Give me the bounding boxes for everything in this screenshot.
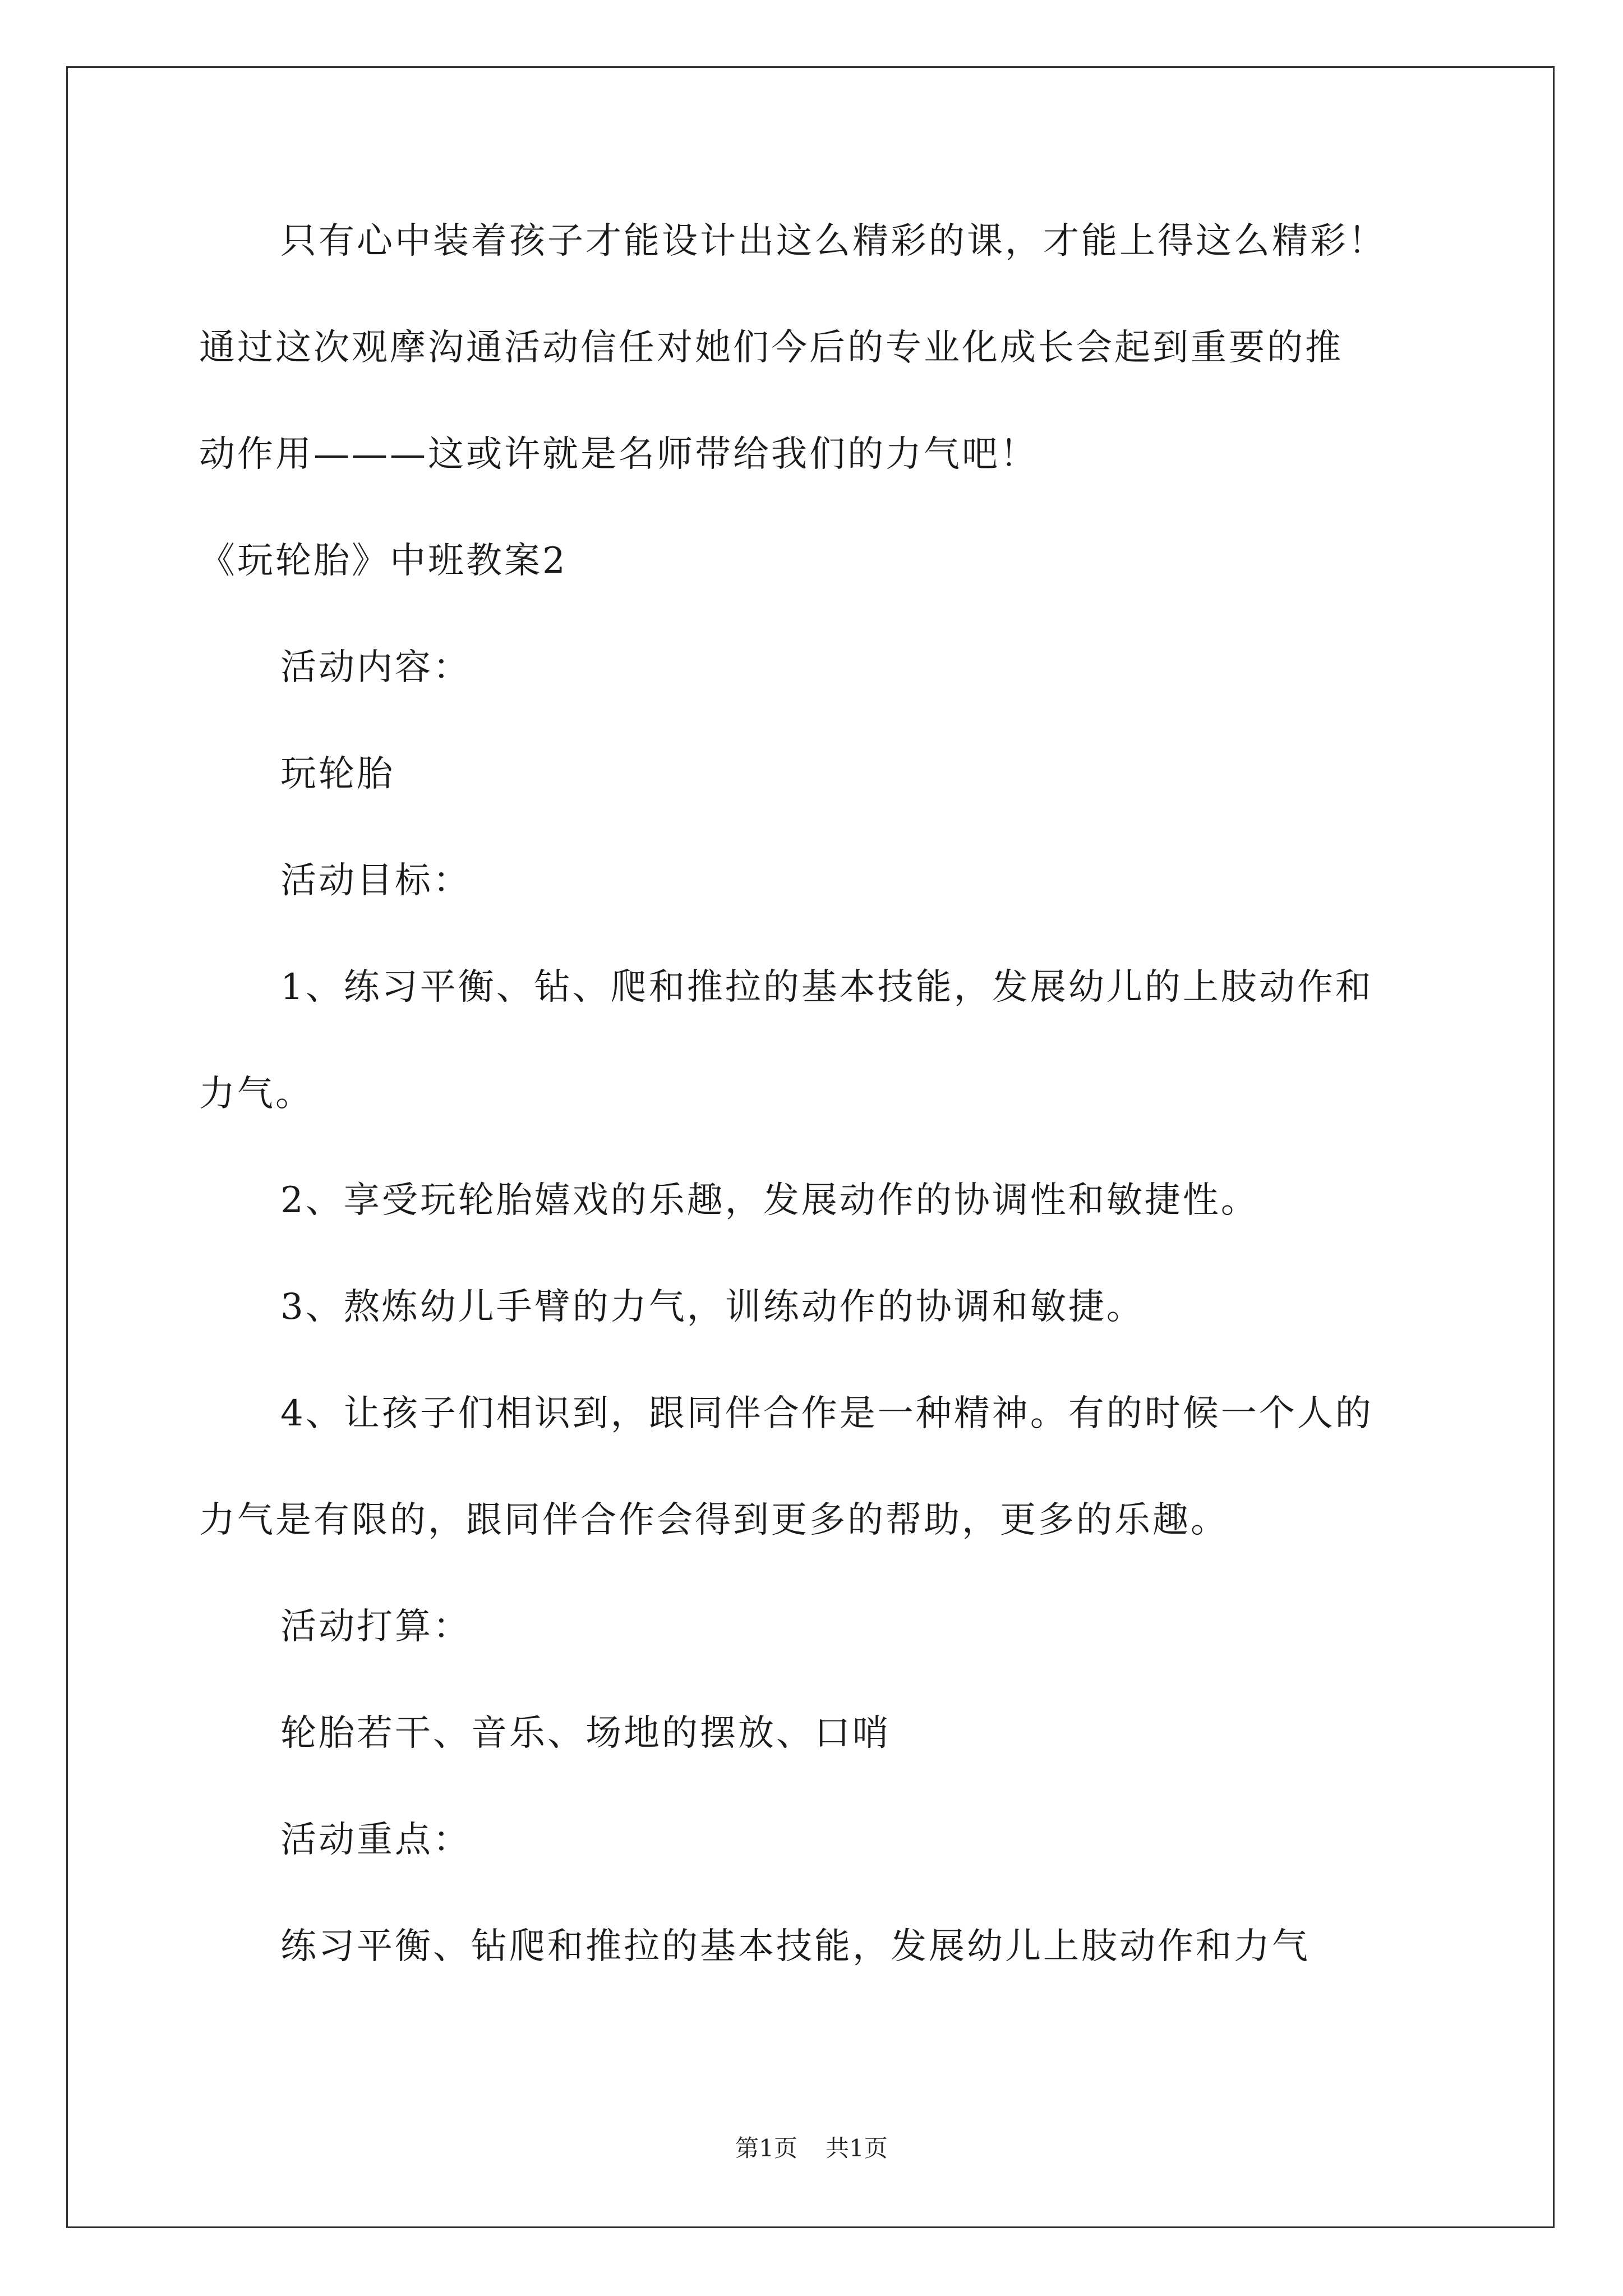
goal-1-line-1: 1、练习平衡、钻、爬和推拉的基本技能，发展幼儿的上肢动作和 <box>280 967 1373 1008</box>
activity-focus-value: 练习平衡、钻爬和推拉的基本技能，发展幼儿上肢动作和力气 <box>280 1926 1310 1967</box>
page-footer <box>0 2132 1623 2165</box>
activity-prep-label: 活动打算： <box>280 1606 471 1648</box>
page-border <box>66 66 1555 2228</box>
activity-content-value: 玩轮胎 <box>280 753 395 795</box>
goal-4-line-2: 力气是有限的，跟同伴合作会得到更多的帮助，更多的乐趣。 <box>199 1499 1229 1541</box>
paragraph-1-line-3: 动作用———这或许就是名师带给我们的力气吧！ <box>199 434 1038 475</box>
section-heading: 《玩轮胎》中班教案2 <box>199 540 568 582</box>
goal-3: 3、熬炼幼儿手臂的力气，训练动作的协调和敏捷。 <box>280 1286 1145 1328</box>
paragraph-1-line-1: 只有心中装着孩子才能设计出这么精彩的课，才能上得这么精彩！ <box>280 220 1386 262</box>
activity-goals-label: 活动目标： <box>280 860 471 901</box>
activity-prep-value: 轮胎若干、音乐、场地的摆放、口哨 <box>280 1713 891 1754</box>
goal-1-line-2: 力气。 <box>199 1073 313 1115</box>
goal-4-line-1: 4、让孩子们相识到，跟同伴合作是一种精神。有的时候一个人的 <box>280 1393 1373 1434</box>
activity-content-label: 活动内容： <box>280 647 471 688</box>
paragraph-1-line-2: 通过这次观摩沟通活动信任对她们今后的专业化成长会起到重要的推 <box>199 327 1343 369</box>
page-number-total: 共1页 <box>826 2134 888 2162</box>
page-number-current: 第1页 <box>735 2134 797 2162</box>
activity-focus-label: 活动重点： <box>280 1819 471 1861</box>
goal-2: 2、享受玩轮胎嬉戏的乐趣，发展动作的协调性和敏捷性。 <box>280 1180 1259 1221</box>
